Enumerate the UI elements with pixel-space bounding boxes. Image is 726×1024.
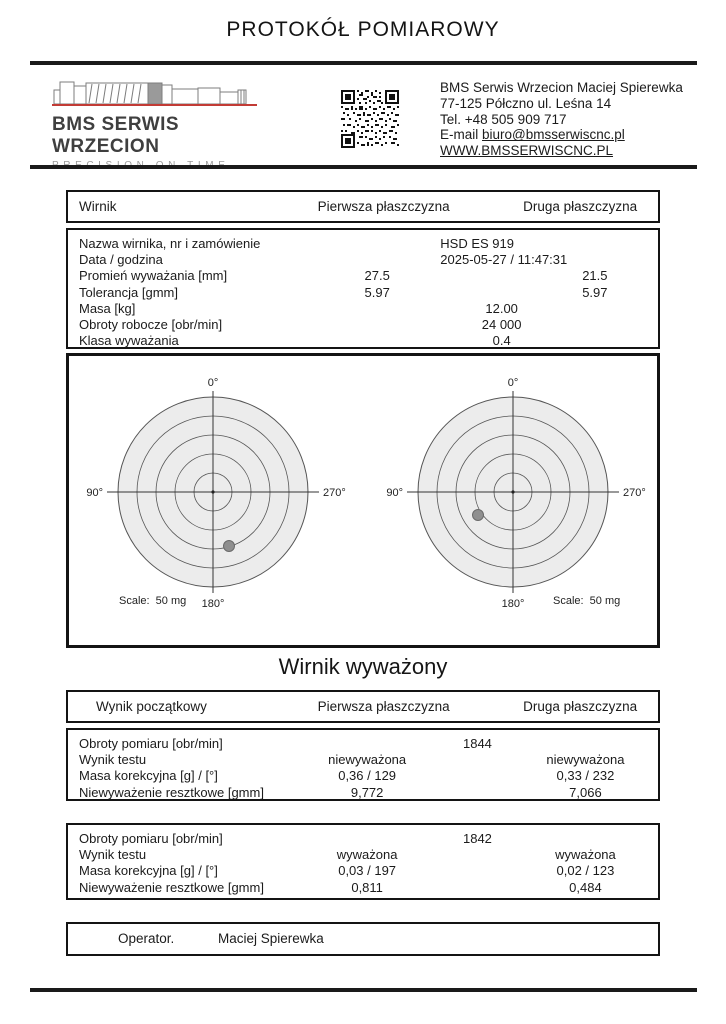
angle-label-top: 0° [507,377,519,389]
polar-center-dot [211,490,214,493]
plane2-value: 0,33 / 232 [556,768,615,784]
table-header-row [68,192,658,221]
table-row [68,268,658,284]
row-label: Masa [kg] [79,300,136,316]
operator-name: Maciej Spierewka [218,931,324,946]
column-label: Wirnik [79,199,117,214]
plane2-value: 21.5 [582,268,608,284]
contact-email-line [440,127,683,143]
measure-speed-value: 1844 [462,736,492,751]
row-label: Tolerancja [gmm] [79,284,178,300]
plane2-value: 0,484 [569,879,602,895]
plane2-value: wyważona [555,847,616,863]
qr-code-icon [341,90,399,148]
email-label: E-mail [440,127,483,143]
row-label: Wynik testu [79,847,147,863]
row-label: Masa korekcyjna [g] / [°] [79,863,218,879]
table-row [68,301,658,317]
plane1-value: 5.97 [364,284,390,300]
plane1-value: 0,811 [351,879,383,895]
angle-label-bottom: 180° [201,598,225,610]
class-value: 0.4 [492,333,511,349]
plane1-value: 0,03 / 197 [338,863,397,879]
unbalance-point [473,510,484,521]
row-label: Klasa wyważania [79,333,179,349]
column-label: Wynik początkowy [96,699,207,714]
section-title: Wirnik wyważony [278,654,448,679]
table-row [68,785,658,801]
website-link[interactable]: WWW.BMSSERWISCNC.PL [440,143,614,159]
rotor-table-header [66,190,660,223]
contact-address: 77-125 Półczno ul. Leśna 14 [440,95,612,111]
angle-label-right: 270° [623,487,646,499]
unbalance-point [224,541,235,552]
plane2-value: niewyważona [546,752,625,768]
contact-block [440,80,683,159]
company-logo [52,76,267,171]
operator-label: Operator. [118,931,175,946]
angle-label-bottom: 180° [501,598,525,610]
table-row [68,768,658,784]
final-result-body [66,823,660,900]
row-label: Niewyważenie resztkowe [gmm] [79,784,264,800]
row-label: Nazwa wirnika, nr i zamówienie [79,236,261,251]
row-label: Obroty pomiaru [obr/min] [79,831,223,846]
divider [30,988,697,992]
logo-text: BMS SERWIS WRZECION [52,114,180,157]
plane1-value: 27.5 [364,268,390,284]
plane1-value: 0,36 / 129 [338,768,397,784]
angle-label-right: 270° [323,487,346,499]
table-row [68,880,658,896]
speed-value: 24 000 [481,316,522,332]
email-link[interactable]: biuro@bmsserwiscnc.pl [482,127,625,143]
plane1-value: 9,772 [350,784,384,800]
measure-speed-value: 1842 [462,831,492,846]
divider [30,61,697,65]
column-plane1: Pierwsza płaszczyzna [317,199,450,214]
row-label: Niewyważenie resztkowe [gmm] [79,879,264,895]
table-row [68,236,658,252]
table-row [68,736,658,752]
table-header-row [68,692,658,721]
angle-label-left: 90° [86,487,103,499]
scale-label: Scale: 50 mg [119,595,187,607]
row-label: Masa korekcyjna [g] / [°] [79,768,218,784]
plane1-value: wyważona [336,847,398,863]
row-label: Data / godzina [79,252,163,268]
table-row [68,252,658,268]
plane2-value: 5.97 [582,284,608,300]
polar-center-dot [511,490,514,493]
contact-website-line [440,143,683,159]
scale-label: Scale: 50 mg [553,595,621,607]
polar-charts-panel [66,353,660,648]
column-plane2: Druga płaszczyzna [523,699,638,714]
plane2-value: 7,066 [569,784,602,800]
divider [30,165,697,169]
page-title: PROTOKÓŁ POMIAROWY [226,18,500,41]
table-row [68,333,658,349]
table-row [68,863,658,879]
mass-value: 12.00 [485,300,518,316]
column-plane2: Druga płaszczyzna [523,199,638,214]
datetime-value: 2025-05-27 / 11:47:31 [440,252,568,268]
table-row [68,285,658,301]
plane1-value: niewyważona [328,752,407,768]
operator-box [66,922,660,956]
row-label: Obroty pomiaru [obr/min] [79,736,223,751]
row-label: Promień wyważania [mm] [79,268,228,284]
row-label: Obroty robocze [obr/min] [79,316,223,332]
rotor-table-body [66,228,660,349]
contact-name: BMS Serwis Wrzecion Maciej Spierewka [440,80,683,95]
angle-label-top: 0° [207,377,219,389]
table-row [68,847,658,863]
column-plane1: Pierwsza płaszczyzna [317,699,450,714]
initial-result-header [66,690,660,723]
table-row [68,752,658,768]
operator-row [68,924,658,954]
initial-result-body [66,728,660,801]
polar-chart-plane2 [373,372,653,622]
table-row [68,831,658,847]
contact-phone: Tel. +48 505 909 717 [440,111,567,127]
angle-label-left: 90° [386,487,403,499]
row-label: Wynik testu [79,752,147,768]
rotor-name-value: HSD ES 919 [440,236,514,251]
polar-chart-plane1 [73,372,353,622]
table-row [68,317,658,333]
plane2-value: 0,02 / 123 [556,863,615,879]
spindle-silhouette-icon [52,76,257,108]
